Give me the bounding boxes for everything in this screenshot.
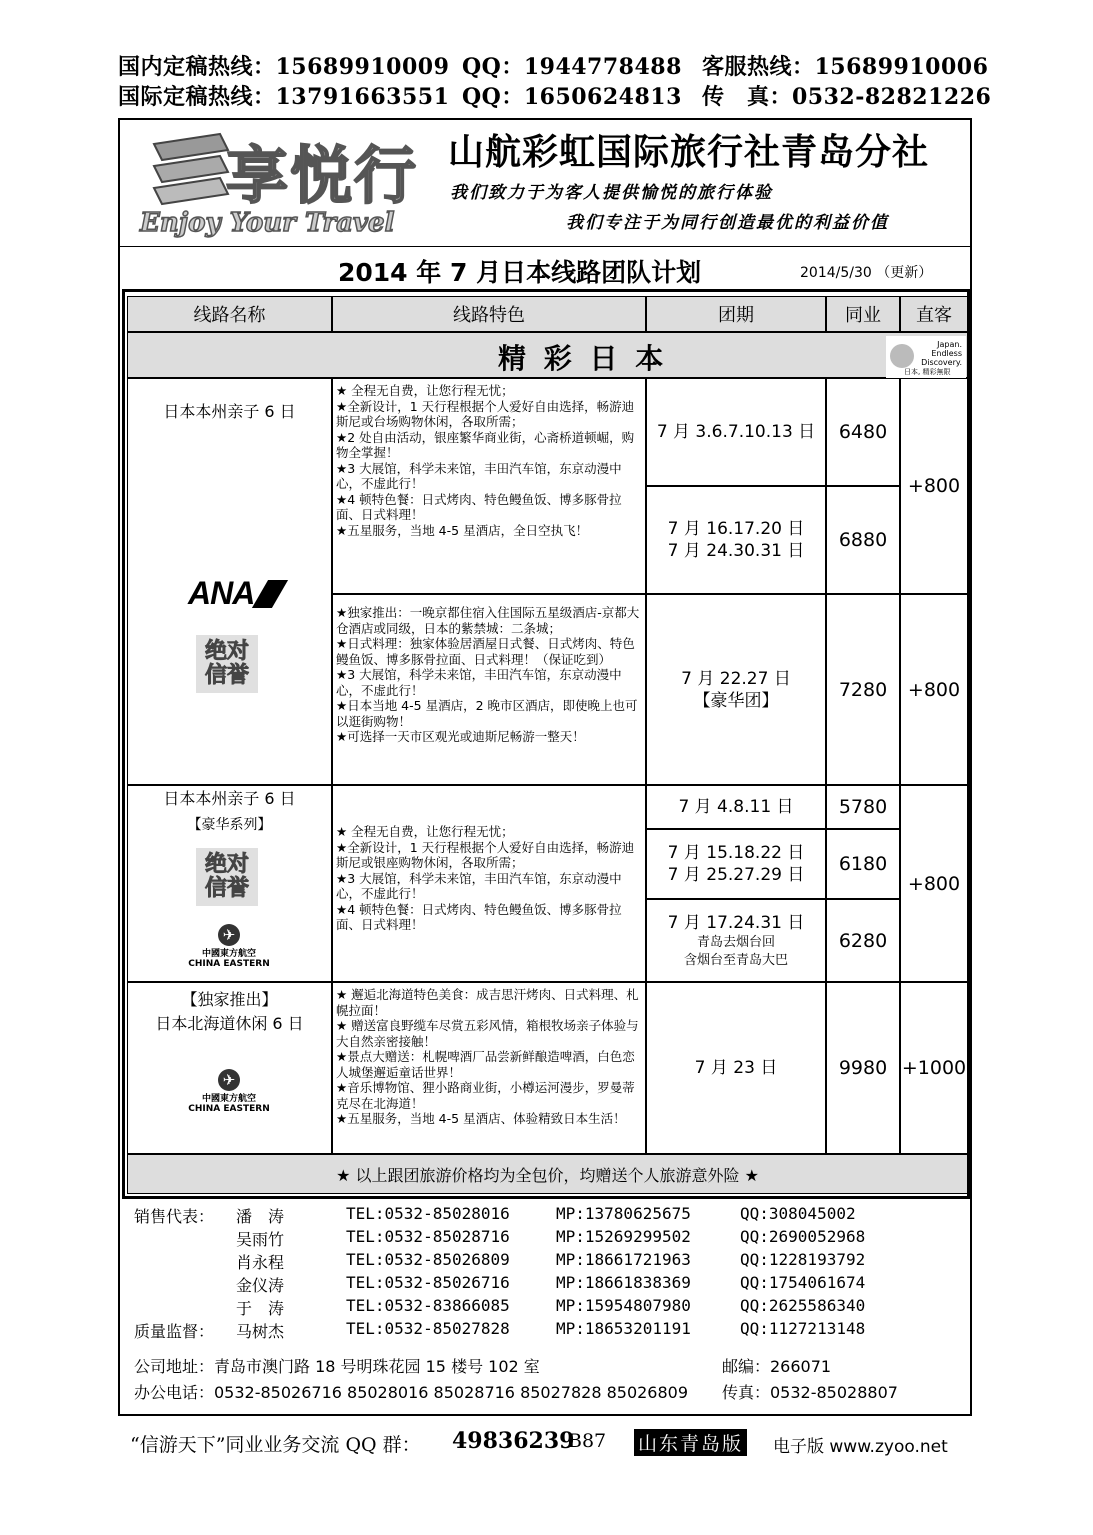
- route3-name-cell: [127, 982, 332, 1154]
- qq-group-number: 49836239: [452, 1428, 575, 1454]
- route1-direct: +800: [900, 378, 968, 594]
- trust-badge-icon: [196, 635, 258, 693]
- route2-dates3-text: 7 月 17.24.31 日: [667, 912, 805, 933]
- sales-qq: QQ:1228193792: [740, 1250, 866, 1269]
- china-eastern-icon-2: ✈: [218, 1069, 240, 1091]
- route2-features: ★ 全程无自费，让您行程无忧； ★全新设计，1 天行程根据个人爱好自由选择，畅游迪斯尼或银座购物休闲，各取所需； ★3 大展馆，科学未来馆，丰田汽车馆，东京动漫中心，不虚此行！ ★4 顿特色餐：日式烤肉、特色鳗鱼饭、博多豚骨拉面、日式料理！: [332, 785, 646, 982]
- ana-logo-text: ANA: [188, 575, 255, 611]
- route2-direct: +800: [900, 785, 968, 982]
- sales-mp: MP:18661721963: [556, 1250, 691, 1269]
- route1b-dates-cell: [646, 594, 826, 785]
- sales-qq: QQ:1127213148: [740, 1319, 866, 1338]
- route1-dates1: 7 月 3.6.7.10.13 日: [646, 378, 826, 486]
- badge-line2: 信誉: [204, 663, 249, 688]
- route2-series: 【豪华系列】: [187, 817, 272, 833]
- route2-dates2a: 7 月 15.18.22 日: [667, 843, 805, 863]
- brand-logo: [136, 124, 438, 244]
- route1b-dates: 7 月 22.27 日: [681, 668, 791, 689]
- header-features: 线路特色: [332, 296, 646, 332]
- sales-tel: TEL:0532-83866085: [346, 1296, 510, 1315]
- table-footer-note: ★ 以上跟团旅游价格均为全包价，均赠送个人旅游意外险 ★: [127, 1154, 968, 1194]
- japan-logo-l4: 日本, 精彩無限: [904, 368, 951, 376]
- sales-name: 潘 涛: [236, 1207, 285, 1226]
- slogan-2: 我们专注于为同行创造最优的利益价值: [566, 213, 889, 233]
- route1-dates2: [646, 486, 826, 594]
- ce2-name-en: CHINA EASTERN: [188, 1104, 270, 1114]
- sales-name: 吴雨竹: [236, 1230, 285, 1249]
- header-trade-price: 同业: [826, 296, 900, 332]
- route2-dates2: [646, 829, 826, 899]
- route1-features: ★ 全程无自费，让您行程无忧； ★全新设计，1 天行程根据个人爱好自由选择，畅游迪斯尼或台场购物休闲，各取所需； ★2 处自由活动，银座繁华商业街，心斋桥道顿崛，购物全掌握！ ★3 大展馆，科学未来馆，丰田汽车馆，东京动漫中心，不虚此行！ ★4 顿特色餐：日式烤肉、特色鳗鱼饭、博多豚骨拉面、日式料理！ ★五星服务，当地 4-5 星酒店，全日空执飞！: [332, 378, 646, 594]
- route2-dates3: [646, 899, 826, 982]
- domestic-hotline: 国内定稿热线：15689910009: [118, 54, 450, 80]
- plan-update-date: 2014/5/30 （更新）: [800, 265, 933, 281]
- slogan-1: 我们致力于为客人提供愉悦的旅行体验: [450, 183, 773, 203]
- route2-dates2b: 7 月 25.27.29 日: [667, 865, 805, 885]
- route2-note3b: 含烟台至青岛大巴: [683, 952, 788, 968]
- china-eastern-logo-2: [186, 1069, 272, 1114]
- route1-dates2b: 7 月 24.30.31 日: [667, 541, 805, 561]
- page-number: B87: [568, 1430, 607, 1452]
- ana-stripe-icon: [252, 580, 288, 608]
- route1-price2: 6880: [826, 486, 900, 594]
- route3-tag: 【独家推出】: [181, 990, 278, 1009]
- japan-logo-l1: Japan.: [937, 340, 962, 349]
- route2-note3a: 青岛去烟台回: [696, 934, 775, 950]
- sales-tel: TEL:0532-85027828: [346, 1319, 510, 1338]
- qc-label: 质量监督：: [134, 1322, 215, 1341]
- logo-mark-icon: [148, 130, 234, 214]
- agency-name: 山航彩虹国际旅行社青岛分社: [448, 132, 930, 173]
- japan-logo-l2: Endless: [931, 349, 962, 358]
- domestic-qq: QQ：1944778488: [462, 54, 682, 80]
- route3-price: 9980: [826, 982, 900, 1154]
- route1b-tag: 【豪华团】: [693, 690, 779, 711]
- badge-line1: 绝对: [204, 639, 249, 664]
- route3-features: ★ 邂逅北海道特色美食：成吉思汗烤肉、日式料理、札幌拉面！ ★ 赠送富良野缆车尽赏五彩风情，箱根牧场亲子体验与大自然亲密接触！ ★景点大赠送：札幌啤酒厂品尝新鲜酿造啤酒，白色恋人城堡邂逅童话世界！ ★音乐博物馆、狸小路商业街，小樽运河漫步，罗曼蒂克尽在北海道！ ★五星服务，当地 4-5 星酒店、体验精致日本生活！: [332, 982, 646, 1154]
- ce-name-en: CHINA EASTERN: [188, 959, 270, 969]
- divider: [118, 246, 972, 247]
- header-route: 线路名称: [127, 296, 332, 332]
- sales-mp: MP:18653201191: [556, 1319, 691, 1338]
- section-row: [127, 332, 968, 378]
- route3-name: 日本北海道休闲 6 日: [155, 1014, 304, 1033]
- badge2-line1: 绝对: [204, 852, 249, 877]
- japan-logo-l3: Discovery.: [921, 358, 962, 367]
- trust-badge-icon-2: [196, 848, 258, 906]
- sales-mp: MP:13780625675: [556, 1204, 691, 1223]
- plan-title: 2014 年 7 月日本线路团队计划: [338, 258, 702, 287]
- zip-code: 邮编：266071: [722, 1357, 832, 1376]
- section-title: 精 彩 日 本: [498, 342, 668, 375]
- company-address: 公司地址：青岛市澳门路 18 号明珠花园 15 楼号 102 室: [134, 1357, 540, 1376]
- fax-line: 传 真：0532-82821226: [702, 84, 992, 110]
- company-fax: 传真：0532-85028807: [722, 1383, 898, 1402]
- sales-name: 肖永程: [236, 1253, 285, 1272]
- ce2-name-cn: 中國東方航空: [201, 1094, 256, 1104]
- japan-logo: [886, 336, 966, 378]
- route1-dates2a: 7 月 16.17.20 日: [667, 519, 805, 539]
- sales-tel: TEL:0532-85026716: [346, 1273, 510, 1292]
- sales-tel: TEL:0532-85026809: [346, 1250, 510, 1269]
- sales-label: 销售代表：: [134, 1207, 215, 1226]
- route2-dates1: 7 月 4.8.11 日: [646, 785, 826, 829]
- route1b-direct: +800: [900, 594, 968, 785]
- service-hotline: 客服热线：15689910006: [702, 54, 989, 80]
- sales-name: 马树杰: [236, 1322, 285, 1341]
- route1b-price: 7280: [826, 594, 900, 785]
- ana-logo: [188, 575, 280, 612]
- header-direct-price: 直客: [900, 296, 968, 332]
- sales-tel: TEL:0532-85028016: [346, 1204, 510, 1223]
- edition-badge: 山东青岛版: [634, 1429, 747, 1456]
- route3-dates: 7 月 23 日: [646, 982, 826, 1154]
- qq-group-label: “信游天下”同业业务交流 QQ 群：: [130, 1434, 421, 1456]
- china-eastern-logo: [186, 924, 272, 969]
- intl-qq: QQ：1650624813: [462, 84, 682, 110]
- office-phone: 办公电话：0532-85026716 85028016 85028716 85027828 85026809: [134, 1383, 689, 1402]
- route1-name: 日本本州亲子 6 日: [163, 402, 296, 421]
- website[interactable]: 电子版 www.zyoo.net: [773, 1437, 948, 1457]
- intl-hotline: 国际定稿热线：13791663551: [118, 84, 450, 110]
- route3-direct: +1000: [900, 982, 968, 1154]
- header-dates: 团期: [646, 296, 826, 332]
- sales-qq: QQ:1754061674: [740, 1273, 866, 1292]
- sales-mp: MP:15954807980: [556, 1296, 691, 1315]
- sales-name: 金仪涛: [236, 1276, 285, 1295]
- sales-mp: MP:18661838369: [556, 1273, 691, 1292]
- sales-qq: QQ:2625586340: [740, 1296, 866, 1315]
- route1b-features: ★独家推出：一晚京都住宿入住国际五星级酒店-京都大仓酒店或同级，日本的紫禁城：二条城； ★日式料理：独家体验居酒屋日式餐、日式烤肉、特色鳗鱼饭、博多豚骨拉面、日式料理！（保证吃到） ★3 大展馆，科学未来馆，丰田汽车馆，东京动漫中心，不虚此行！ ★日本当地 4-5 星酒店，2 晚市区酒店，即使晚上也可以逛街购物！ ★可选择一天市区观光或迪斯尼畅游一整天！: [332, 594, 646, 785]
- logo-english: Enjoy Your Travel: [140, 208, 395, 238]
- china-eastern-icon: ✈: [218, 924, 240, 946]
- flower-icon: [890, 344, 914, 368]
- route2-name-cell: [127, 785, 332, 982]
- sales-tel: TEL:0532-85028716: [346, 1227, 510, 1246]
- badge2-line2: 信誉: [204, 876, 249, 901]
- route1-name-cell: [127, 378, 332, 785]
- sales-qq: QQ:2690052968: [740, 1227, 866, 1246]
- route-table: [122, 289, 970, 1199]
- sales-name: 于 涛: [236, 1299, 285, 1318]
- sales-mp: MP:15269299502: [556, 1227, 691, 1246]
- japan-logo-text: [918, 340, 962, 367]
- route2-price3: 6280: [826, 899, 900, 982]
- route2-name: 日本本州亲子 6 日: [163, 789, 296, 808]
- sales-qq: QQ:308045002: [740, 1204, 856, 1223]
- route1-price1: 6480: [826, 378, 900, 486]
- logo-chinese: 享悦行: [226, 139, 419, 212]
- route2-price2: 6180: [826, 829, 900, 899]
- ce-name-cn: 中國東方航空: [201, 949, 256, 959]
- route2-price1: 5780: [826, 785, 900, 829]
